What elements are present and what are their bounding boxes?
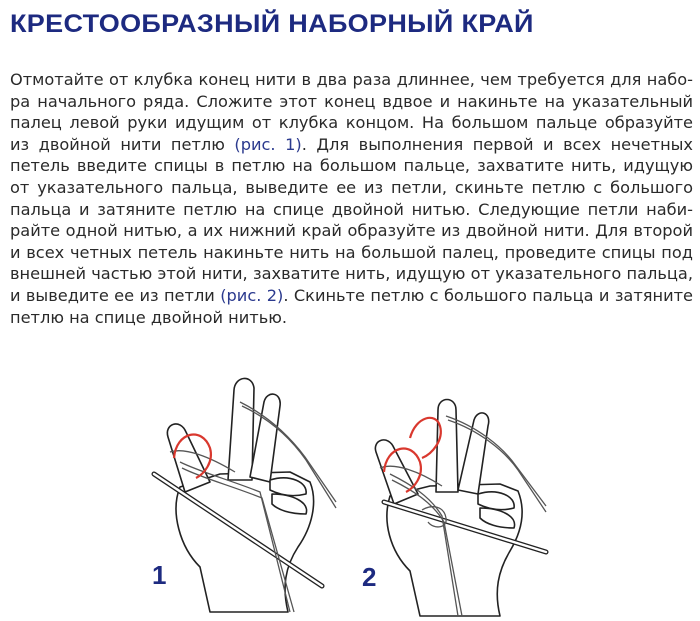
figure-2-number: 2	[362, 562, 377, 592]
text-line: от указательного пальца, выведите ее из петли, скиньте петлю с большого	[10, 177, 693, 197]
text-line: пальца и затяните петлю на спице двойной нитью. Следующие петли наби-	[10, 199, 693, 219]
text-line: Отмотайте от клубка конец нити в два раза длиннее, чем требуется для набо-	[10, 70, 693, 89]
figure-1-number: 1	[152, 560, 167, 590]
text-line: райте одной нитью, а их нижний край образуйте из двойной нити. Для второй	[10, 221, 693, 241]
hand-with-yarn-illustration-1	[140, 362, 340, 617]
text-line: петлю на спице двойной нитью.	[10, 307, 288, 327]
text-line: петель введите спицы в петлю на большом пальце, захватите нить, идущую	[10, 156, 693, 176]
instruction-paragraph	[10, 69, 693, 328]
text-line: ра начального ряда. Сложите этот конец вдвое и накиньте на указательный	[10, 91, 693, 111]
text-segment: из двойной нити петлю	[10, 134, 235, 154]
text-line: внешней частью этой нити, захватите нить, идущую от указательного пальца,	[10, 264, 693, 284]
text-line: палец левой руки идущим от клубка концом. На большом пальце образуйте	[10, 113, 693, 133]
figure-2-hand-illustration	[350, 386, 550, 618]
page-title: КРЕСТООБРАЗНЫЙ НАБОРНЫЙ КРАЙ	[10, 10, 534, 38]
text-segment: и выведите ее из петли	[10, 285, 221, 305]
text-segment: . Скиньте петлю с большого пальца и затяните	[283, 285, 694, 305]
text-line	[10, 134, 693, 156]
text-line: и всех четных петель накиньте нить на большой палец, проведите спицы под	[10, 242, 693, 262]
text-line	[10, 285, 693, 307]
hand-with-yarn-illustration-2	[350, 386, 550, 618]
figure-1-hand-illustration	[140, 362, 340, 617]
text-segment: . Для выполнения первой и всех нечетных	[301, 134, 694, 154]
figure-2-reference: (рис. 2)	[220, 285, 284, 305]
figure-1-reference: (рис. 1)	[234, 134, 302, 154]
